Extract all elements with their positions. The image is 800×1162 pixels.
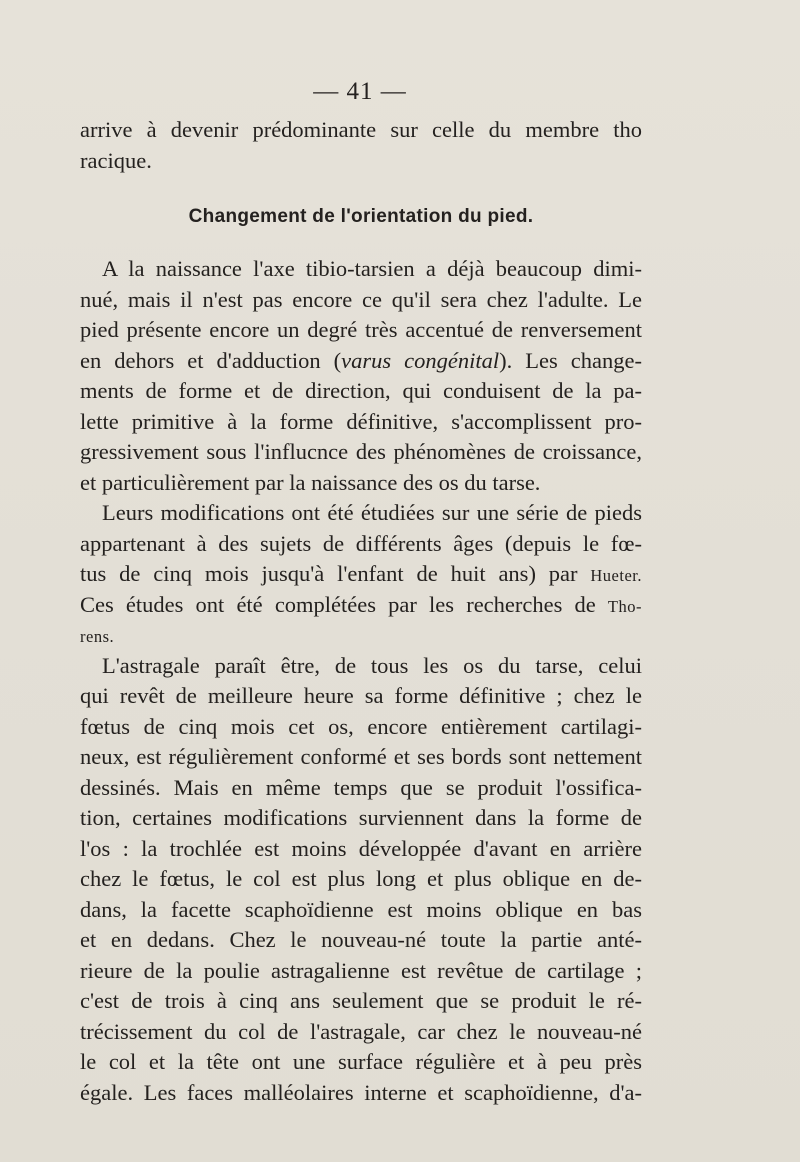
body-text [80,115,642,1108]
author-name: rens. [80,627,115,646]
text-line: appartenant à des sujets de différents âges (depuis le fœ- [80,530,642,556]
text-line: nué, mais il n'est pas encore ce qu'il sera chez l'adulte. Le [80,286,642,312]
text-line: tion, certaines modifications surviennent dans la forme de [80,805,642,830]
text-line: chez le fœtus, le col est plus long et plus oblique en de- [80,866,642,891]
text-line: racique. [80,147,152,173]
text-line: arrive à devenir prédominante sur celle du membre tho [80,117,642,142]
paragraph-3 [80,651,642,1109]
text-line: égale. Les faces malléolaires interne et scaphoïdienne, d'a- [80,1079,642,1105]
text-line: L'astragale paraît être, de tous les os du tarse, celui [102,652,642,678]
italic-term: varus congénital [341,347,500,373]
text-line [80,590,642,621]
text-line: l'os : la trochlée est moins développée d'avant en arrière [80,835,642,861]
paragraph-2 [80,498,642,651]
text-run: tus de cinq mois jusqu'à l'enfant de huit ans) par [80,561,591,586]
text-line: ments de forme et de direction, qui conduisent de la pa- [80,378,642,403]
text-line [80,346,642,377]
author-name: Tho- [607,596,642,616]
text-line: trécissement du col de l'astragale, car chez le nouveau-né [80,1018,642,1044]
text-line [80,559,642,590]
text-line: qui revêt de meilleure heure sa forme définitive ; chez le [80,683,642,708]
paragraph-1 [80,254,642,498]
text-line: gressivement sous l'influcnce des phénomènes de croissance, [80,439,642,464]
text-line: lette primitive à la forme définitive, s'accomplissent pro- [80,408,642,434]
text-line: dans, la facette scaphoïdienne est moins oblique en bas [80,896,642,922]
text-line [80,620,642,651]
text-line: c'est de trois à cinq ans seulement que se produit le ré- [80,988,642,1013]
text-line: le col et la tête ont une surface régulière et à peu près [80,1049,642,1074]
text-line: dessinés. Mais en même temps que se produit l'ossifica- [80,774,642,800]
text-line: et particulièrement par la naissance des os du tarse. [80,469,541,495]
page-number: — 41 — [313,78,407,105]
text-line: rieure de la poulie astragalienne est revêtue de cartilage ; [80,957,642,983]
text-line: A la naissance l'axe tibio-tarsien a déjà beaucoup dimi- [102,256,642,281]
text-run: en dehors et d'adduction ( [80,347,342,373]
text-line: fœtus de cinq mois cet os, encore entièrement cartilagi- [80,713,642,739]
text-line: et en dedans. Chez le nouveau-né toute la partie anté- [80,927,642,952]
section-heading: Changement de l'orientation du pied. [188,206,534,227]
text-run: Ces études ont été complétées par les recherches de [80,591,608,617]
text-line: Leurs modifications ont été étudiées sur une série de pieds [102,500,642,525]
text-run: ). Les change- [499,347,642,373]
author-name: Hueter. [590,566,642,585]
text-line: neux, est régulièrement conformé et ses bords sont nettement [80,744,642,769]
text-line: pied présente encore un degré très accentué de renversement [80,317,642,342]
